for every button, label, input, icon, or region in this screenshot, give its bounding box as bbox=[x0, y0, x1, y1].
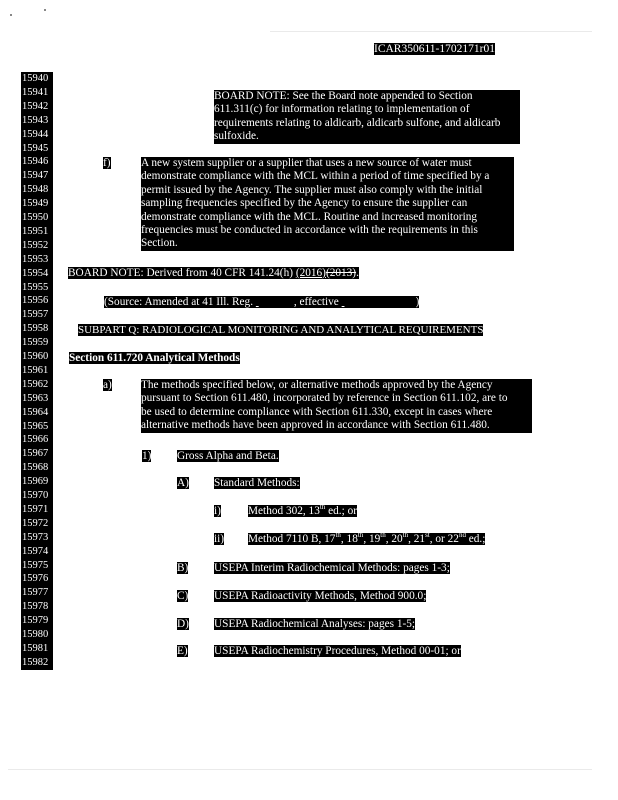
item-ii-pre: Method 7110 B, 17 bbox=[248, 533, 336, 545]
source-mid: , effective bbox=[293, 296, 342, 308]
line-number: 15976 bbox=[22, 573, 49, 585]
source-blank-2 bbox=[342, 296, 416, 308]
line-number: 15955 bbox=[22, 281, 49, 293]
line-number: 15961 bbox=[22, 364, 49, 376]
line-number: 15978 bbox=[22, 601, 49, 613]
item-1-text: Gross Alpha and Beta. bbox=[177, 450, 279, 462]
board-note-derived bbox=[68, 267, 359, 279]
line-number: 15963 bbox=[22, 392, 49, 404]
line-number: 15944 bbox=[22, 128, 49, 140]
document-code: ICAR350611-1702171r01 bbox=[374, 43, 495, 55]
item-A-text: Standard Methods: bbox=[214, 477, 300, 489]
line-number: 15941 bbox=[22, 86, 49, 98]
board-note-prefix: BOARD NOTE: Derived from 40 CFR 141.24(h) bbox=[68, 267, 296, 279]
board-note-suffix: . bbox=[356, 267, 359, 279]
text-line: sulfoxide. bbox=[214, 130, 259, 143]
text-line: Section. bbox=[141, 237, 178, 250]
board-note-aldicarb bbox=[214, 90, 520, 144]
edition-text: , 20 bbox=[385, 533, 403, 545]
item-C-label: C) bbox=[177, 590, 189, 602]
line-number: 15952 bbox=[22, 239, 49, 251]
ordinal-sup: th bbox=[335, 531, 341, 540]
inserted-text: (2016) bbox=[295, 267, 326, 279]
text-line: demonstrate compliance with the MCL within a period of time specified by a bbox=[141, 170, 490, 183]
ordinal-sup: th bbox=[380, 531, 386, 540]
line-number: 15956 bbox=[22, 295, 49, 307]
edition-text: ed.; bbox=[465, 533, 486, 545]
line-number: 15968 bbox=[22, 462, 49, 474]
line-number: 15969 bbox=[22, 476, 49, 488]
item-ii-label: ii) bbox=[214, 533, 225, 545]
line-number: 15940 bbox=[22, 73, 49, 84]
line-number: 15949 bbox=[22, 198, 49, 210]
line-number: 15958 bbox=[22, 323, 49, 335]
line-number: 15975 bbox=[22, 559, 49, 571]
item-A-label: A) bbox=[177, 477, 189, 489]
subpart-heading: SUBPART Q: RADIOLOGICAL MONITORING AND ANALYTICAL REQUIREMENTS bbox=[78, 324, 484, 336]
edition-text: , 21 bbox=[408, 533, 426, 545]
text-line: frequencies must be conducted in accordance with the requirements in this bbox=[141, 224, 478, 237]
ordinal-sup: th bbox=[357, 531, 364, 540]
line-number: 15981 bbox=[22, 642, 49, 654]
text-line: alternative methods have been approved in accordance with Section 611.480. bbox=[141, 419, 490, 432]
deleted-text: (2013) bbox=[325, 267, 357, 279]
text-line: be used to determine compliance with Section 611.330, except in cases where bbox=[141, 405, 493, 418]
line-number: 15972 bbox=[22, 517, 49, 529]
line-number: 15967 bbox=[22, 448, 49, 460]
header-rule bbox=[270, 31, 592, 32]
line-number: 15942 bbox=[22, 100, 49, 112]
line-number: 15947 bbox=[22, 170, 49, 182]
item-D-text: USEPA Radiochemical Analyses: pages 1-5; bbox=[214, 618, 416, 630]
item-i-text bbox=[248, 505, 357, 517]
line-number: 15965 bbox=[22, 420, 49, 432]
source-suffix: ) bbox=[415, 296, 420, 308]
text-line: pursuant to Section 611.480, incorporated by reference in Section 611.102, are to bbox=[141, 392, 508, 405]
text-line: sampling frequencies specified by the Agency to ensure the supplier can bbox=[141, 197, 468, 210]
line-number: 15973 bbox=[22, 531, 49, 543]
ordinal-sup: nd bbox=[458, 531, 466, 540]
line-number: 15951 bbox=[22, 225, 49, 237]
scan-speck bbox=[10, 14, 12, 16]
line-number: 15953 bbox=[22, 253, 49, 265]
item-E-text: USEPA Radiochemistry Procedures, Method 00-01; or bbox=[214, 645, 461, 657]
line-number: 15979 bbox=[22, 615, 49, 627]
line-number: 15945 bbox=[22, 142, 49, 154]
line-number: 15962 bbox=[22, 378, 49, 390]
line-number: 15943 bbox=[22, 114, 49, 126]
edition-text: , 18 bbox=[340, 533, 358, 545]
item-C-text: USEPA Radioactivity Methods, Method 900.0; bbox=[214, 590, 427, 602]
line-number: 15948 bbox=[22, 184, 49, 196]
item-ii-text bbox=[248, 533, 485, 545]
line-number: 15966 bbox=[22, 434, 49, 446]
line-number: 15971 bbox=[22, 503, 49, 515]
line-number: 15960 bbox=[22, 351, 49, 362]
line-number: 15946 bbox=[22, 156, 49, 168]
line-number: 15982 bbox=[22, 656, 49, 668]
text-line: The methods specified below, or alternative methods approved by the Agency bbox=[141, 379, 493, 391]
line-number: 15974 bbox=[22, 545, 49, 557]
line-number: 15959 bbox=[22, 337, 49, 349]
line-number: 15964 bbox=[22, 406, 49, 418]
item-E-label: E) bbox=[177, 645, 188, 657]
item-B-text: USEPA Interim Radiochemical Methods: pages 1-3; bbox=[214, 562, 450, 574]
line-number: 15970 bbox=[22, 490, 49, 501]
line-number: 15957 bbox=[22, 309, 49, 321]
ordinal-sup: st bbox=[425, 531, 430, 540]
edition-text: , or 22 bbox=[429, 533, 459, 545]
edition-text: , 19 bbox=[363, 533, 381, 545]
footer-rule bbox=[8, 769, 592, 770]
para-f-label: f) bbox=[103, 157, 111, 169]
source-prefix: (Source: Amended at 41 Ill. Reg. bbox=[104, 296, 256, 308]
para-a-label: a) bbox=[103, 379, 112, 391]
line-number: 15950 bbox=[22, 212, 49, 223]
item-i-post: ed.; or bbox=[325, 505, 357, 517]
line-number: 15980 bbox=[22, 629, 49, 640]
text-line: A new system supplier or a supplier that uses a new source of water must bbox=[141, 157, 472, 169]
item-i-label: i) bbox=[214, 505, 221, 517]
text-line: permit issued by the Agency. The supplier must also comply with the initial bbox=[141, 183, 483, 196]
line-number: 15954 bbox=[22, 267, 49, 279]
text-line: demonstrate compliance with the MCL. Routine and increased monitoring bbox=[141, 210, 477, 223]
item-i-pre: Method 302, 13 bbox=[248, 505, 320, 517]
source-blank-1 bbox=[256, 296, 294, 308]
line-number: 15977 bbox=[22, 587, 49, 599]
source-note bbox=[104, 296, 419, 308]
scan-speck bbox=[44, 9, 46, 11]
item-i-sup: th bbox=[319, 503, 326, 512]
para-f-body bbox=[141, 157, 514, 251]
item-1-label: 1) bbox=[142, 450, 152, 462]
section-heading: Section 611.720 Analytical Methods bbox=[69, 352, 240, 364]
text-line: 611.311(c) for information relating to implementation of bbox=[214, 103, 470, 116]
para-a-body bbox=[141, 379, 532, 433]
ordinal-sup: th bbox=[402, 531, 409, 540]
item-B-label: B) bbox=[177, 562, 189, 574]
text-line: requirements relating to aldicarb, aldicarb sulfone, and aldicarb bbox=[214, 116, 501, 129]
item-D-label: D) bbox=[177, 618, 189, 630]
text-line: BOARD NOTE: See the Board note appended to Section bbox=[214, 90, 473, 102]
